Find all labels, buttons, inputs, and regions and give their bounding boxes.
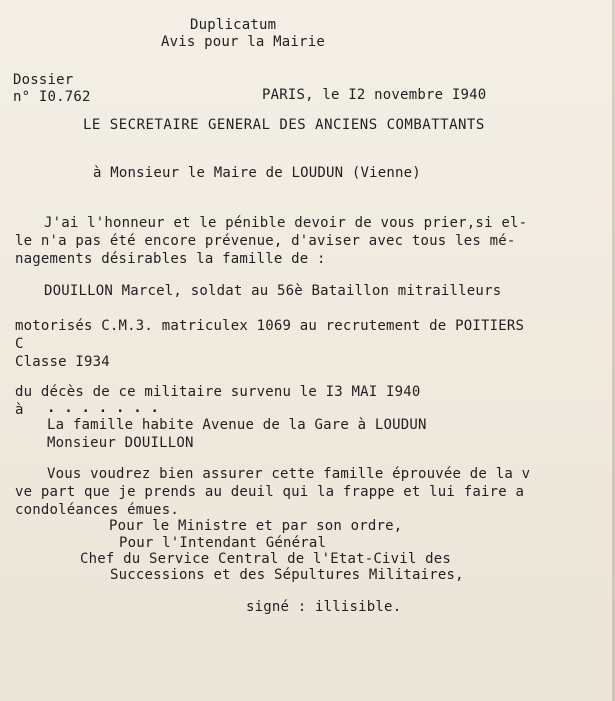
body-paragraph-1-line-1: J'ai l'honneur et le pénible devoir de vous prier,si el-	[44, 215, 528, 231]
body-paragraph-1-line-2: le n'a pas été encore prévenue, d'aviser avec tous les mé-	[15, 233, 516, 249]
death-date: du décès de ce militaire survenu le I3 MAI I940	[15, 384, 421, 400]
death-place-dots: . . . . . . .	[47, 400, 160, 416]
family-name: Monsieur DOUILLON	[47, 435, 194, 451]
soldier-unit: motorisés C.M.3. matriculex 1069 au recrutement de POITIERS	[15, 318, 525, 334]
death-place-prefix: à	[15, 402, 24, 418]
soldier-identity: DOUILLON Marcel, soldat au 56è Bataillon mitrailleurs	[44, 283, 502, 299]
body-paragraph-2-line-1: Vous voudrez bien assurer cette famille éprouvée de la v	[47, 466, 531, 482]
dossier-number: n° I0.762	[13, 89, 91, 105]
place-date: PARIS, le I2 novembre I940	[262, 87, 487, 103]
body-paragraph-2-line-3: condoléances émues.	[15, 502, 179, 518]
body-paragraph-1-line-3: nagements désirables la famille de :	[15, 251, 326, 267]
body-paragraph-2-line-2: ve part que je prends au deuil qui la frappe et lui faire a	[15, 484, 525, 500]
signature-line-1: Pour le Ministre et par son ordre,	[109, 518, 403, 534]
soldier-classe: Classe I934	[15, 354, 110, 370]
header-avis-mairie: Avis pour la Mairie	[161, 34, 325, 50]
recipient-line: à Monsieur le Maire de LOUDUN (Vienne)	[93, 165, 421, 181]
signed-illegible: signé : illisible.	[246, 599, 402, 615]
family-address: La famille habite Avenue de la Gare à LOUDUN	[47, 417, 427, 433]
signature-line-4: Successions et des Sépultures Militaires,	[110, 567, 464, 583]
dossier-label: Dossier	[13, 72, 74, 88]
signature-line-2: Pour l'Intendant Général	[119, 535, 327, 551]
soldier-unit-c: C	[15, 336, 24, 352]
signature-line-3: Chef du Service Central de l'Etat-Civil des	[80, 551, 452, 567]
header-duplicatum: Duplicatum	[190, 17, 277, 33]
sender-title: LE SECRETAIRE GENERAL DES ANCIENS COMBATTANTS	[83, 117, 485, 133]
